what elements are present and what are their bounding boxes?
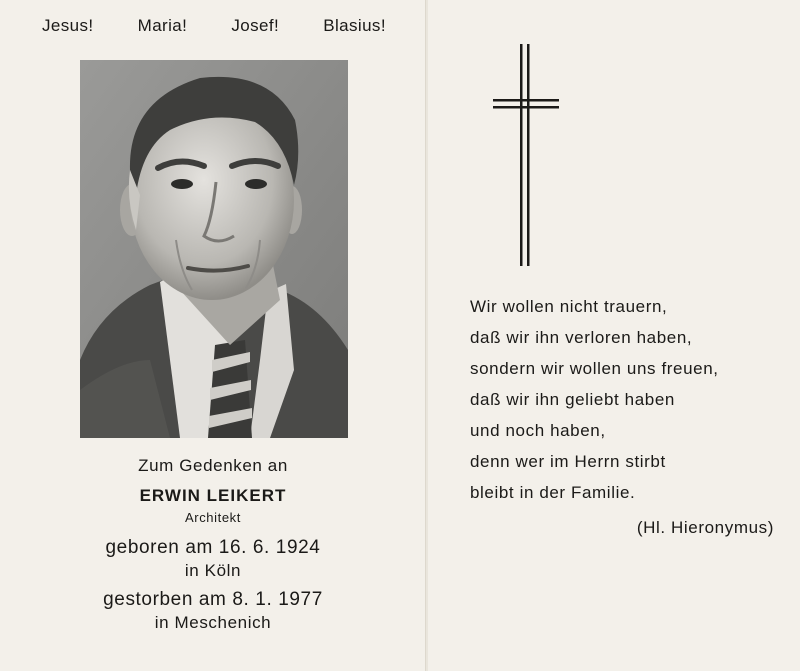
poem-line: daß wir ihn geliebt haben — [470, 390, 675, 409]
poem-line: bleibt in der Familie. — [470, 483, 636, 502]
poem-attribution: (Hl. Hieronymus) — [636, 518, 774, 537]
birth-place: in Köln — [184, 561, 242, 580]
death-place: in Meschenich — [154, 613, 272, 632]
invocation-jesus: Jesus! — [42, 16, 94, 35]
portrait-illustration — [80, 60, 348, 438]
portrait-photo — [80, 60, 348, 438]
deceased-name: ERWIN LEIKERT — [139, 486, 287, 505]
invocation-line — [42, 16, 386, 36]
poem-line: denn wer im Herrn stirbt — [470, 452, 666, 471]
poem — [470, 291, 719, 508]
poem-line: daß wir ihn verloren haben, — [470, 328, 693, 347]
birth-date: geboren am 16. 6. 1924 — [105, 537, 321, 558]
poem-line: sondern wir wollen uns freuen, — [470, 359, 719, 378]
invocation-josef: Josef! — [231, 16, 280, 35]
invocation-blasius: Blasius! — [323, 16, 386, 35]
double-line-cross-icon — [493, 44, 559, 266]
poem-line: und noch haben, — [470, 421, 606, 440]
deceased-profession: Architekt — [185, 510, 241, 525]
poem-line: Wir wollen nicht trauern, — [470, 297, 668, 316]
memorial-heading: Zum Gedenken an — [138, 456, 288, 475]
death-date: gestorben am 8. 1. 1977 — [103, 589, 323, 610]
invocation-maria: Maria! — [137, 16, 188, 35]
